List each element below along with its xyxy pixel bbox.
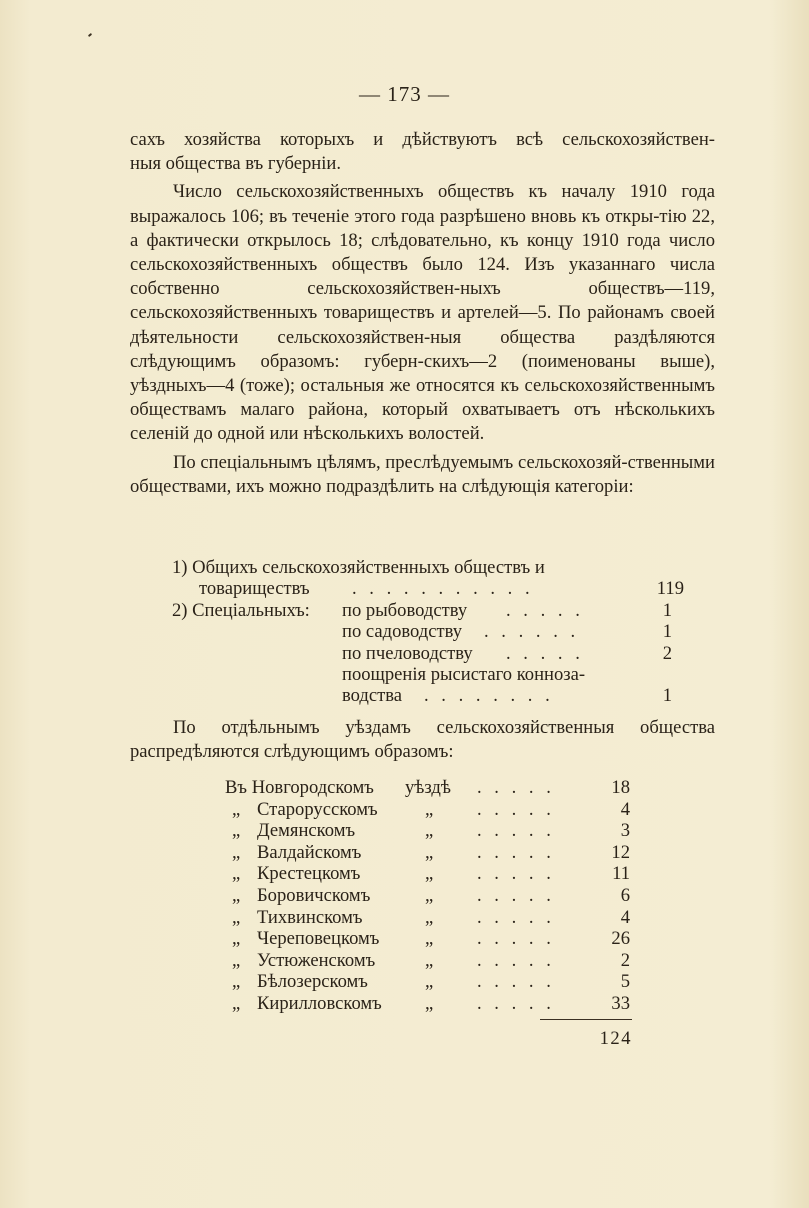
category-row-special bbox=[172, 664, 692, 685]
ditto-mark: „ bbox=[425, 841, 434, 863]
ditto-mark: „ bbox=[425, 906, 434, 928]
leader-dots: . . . . . . . . bbox=[424, 685, 554, 707]
leader-dots: . . . . . bbox=[506, 642, 584, 664]
ditto-mark: „ bbox=[232, 798, 241, 820]
subcategory-label: водства bbox=[342, 685, 403, 707]
district-value: 26 bbox=[611, 928, 630, 950]
ditto-mark: „ bbox=[425, 820, 434, 842]
district-value: 6 bbox=[620, 884, 630, 906]
district-total: 124 bbox=[599, 1028, 632, 1049]
ditto-mark: „ bbox=[232, 971, 241, 993]
district-name: Устюженскомъ bbox=[257, 949, 376, 971]
category-row-general bbox=[172, 557, 692, 578]
district-value: 3 bbox=[620, 820, 630, 842]
leader-dots: . . . . . bbox=[477, 971, 555, 993]
ditto-mark: „ bbox=[425, 798, 434, 820]
ditto-mark: „ bbox=[232, 863, 241, 885]
ditto-mark: „ bbox=[232, 884, 241, 906]
ditto-mark: „ bbox=[425, 863, 434, 885]
ink-speck bbox=[88, 33, 92, 37]
paragraph-categories-intro: По спеціальнымъ цѣлямъ, преслѣдуемымъ сельскохозяй-ственными обществами, ихъ можно подраздѣлить на слѣдующія категоріи: bbox=[130, 451, 715, 497]
district-name: Бѣлозерскомъ bbox=[257, 971, 368, 993]
page-number: — 173 — bbox=[359, 82, 450, 106]
district-value: 12 bbox=[611, 841, 630, 863]
district-value: 33 bbox=[611, 992, 630, 1014]
category-value: 119 bbox=[656, 578, 684, 600]
leader-dots: . . . . . bbox=[477, 863, 555, 885]
district-row bbox=[225, 971, 630, 993]
subcategory-value: 1 bbox=[662, 599, 672, 621]
category-row-special bbox=[172, 621, 692, 642]
subcategory-value: 2 bbox=[662, 642, 672, 664]
district-name: Старорусскомъ bbox=[257, 798, 378, 820]
leader-dots: . . . . . . . . . . . bbox=[352, 578, 534, 600]
leader-dots: . . . . . bbox=[477, 906, 555, 928]
district-value: 4 bbox=[620, 906, 630, 928]
district-row bbox=[225, 928, 630, 950]
leader-dots: . . . . . bbox=[506, 599, 584, 621]
leader-dots: . . . . . . bbox=[484, 621, 580, 643]
body-text bbox=[130, 128, 715, 499]
district-row bbox=[225, 863, 630, 885]
subcategory-value: 1 bbox=[662, 685, 672, 707]
subcategory-label: поощренія рысистаго конноза- bbox=[342, 663, 586, 685]
uezd-word: уѣздѣ bbox=[405, 777, 451, 798]
category-label: 2) Спеціальныхъ: bbox=[172, 599, 310, 621]
ditto-mark: „ bbox=[425, 971, 434, 993]
district-value: 11 bbox=[612, 863, 630, 885]
ditto-mark: „ bbox=[425, 992, 434, 1014]
district-name: Кирилловскомъ bbox=[257, 992, 382, 1014]
total-rule bbox=[540, 1019, 632, 1020]
ditto-mark: „ bbox=[232, 949, 241, 971]
district-row bbox=[225, 820, 630, 842]
ditto-mark: „ bbox=[425, 884, 434, 906]
category-row-special bbox=[172, 685, 692, 706]
district-name: Демянскомъ bbox=[257, 820, 356, 842]
district-value: 2 bbox=[620, 949, 630, 971]
paragraph-continuation-line1: сахъ хозяйства которыхъ и дѣйствуютъ всѣ сельскохозяйствен- bbox=[130, 129, 715, 150]
ditto-mark: „ bbox=[425, 949, 434, 971]
leader-dots: . . . . . bbox=[477, 992, 555, 1014]
district-row bbox=[225, 907, 630, 929]
district-prefix: Въ Новгородскомъ bbox=[225, 777, 374, 798]
category-label: 1) Общихъ сельскохозяйственныхъ обществъ и bbox=[172, 557, 545, 578]
leader-dots: . . . . . bbox=[477, 841, 555, 863]
district-row bbox=[225, 799, 630, 821]
district-value: 5 bbox=[620, 971, 630, 993]
district-name: Валдайскомъ bbox=[257, 841, 362, 863]
leader-dots: . . . . . bbox=[477, 949, 555, 971]
category-row-general-cont bbox=[172, 578, 692, 599]
district-value: 18 bbox=[611, 777, 630, 798]
category-list bbox=[172, 557, 692, 707]
subcategory-label: по садоводству bbox=[342, 621, 463, 643]
paragraph-districts-intro: По отдѣльнымъ уѣздамъ сельскохозяйственныя общества распредѣляются слѣдующимъ образомъ: bbox=[130, 717, 715, 763]
district-value: 4 bbox=[620, 798, 630, 820]
district-row bbox=[225, 993, 630, 1015]
paragraph-continuation-line2: ныя общества въ губерніи. bbox=[130, 153, 341, 175]
leader-dots: . . . . . bbox=[477, 884, 555, 906]
district-list bbox=[225, 777, 630, 1015]
district-row bbox=[225, 950, 630, 972]
subcategory-label: по рыбоводству bbox=[342, 599, 468, 621]
ditto-mark: „ bbox=[232, 906, 241, 928]
district-name: Череповецкомъ bbox=[257, 928, 380, 950]
leader-dots: . . . . . bbox=[477, 777, 555, 798]
subcategory-value: 1 bbox=[662, 621, 672, 643]
category-label: товариществъ bbox=[199, 578, 310, 600]
ditto-mark: „ bbox=[232, 820, 241, 842]
district-row bbox=[225, 777, 630, 799]
district-name: Тихвинскомъ bbox=[257, 906, 363, 928]
district-row bbox=[225, 885, 630, 907]
leader-dots: . . . . . bbox=[477, 820, 555, 842]
ditto-mark: „ bbox=[232, 841, 241, 863]
subcategory-label: по пчеловодству bbox=[342, 642, 473, 664]
category-row-special bbox=[172, 643, 692, 664]
leader-dots: . . . . . bbox=[477, 798, 555, 820]
district-name: Боровичскомъ bbox=[257, 884, 371, 906]
ditto-mark: „ bbox=[232, 992, 241, 1014]
ditto-mark: „ bbox=[232, 928, 241, 950]
body-text-districts bbox=[130, 716, 715, 764]
district-name: Крестецкомъ bbox=[257, 863, 361, 885]
leader-dots: . . . . . bbox=[477, 928, 555, 950]
category-row-special bbox=[172, 600, 692, 621]
district-row bbox=[225, 842, 630, 864]
ditto-mark: „ bbox=[425, 928, 434, 950]
paragraph-society-count: Число сельскохозяйственныхъ обществъ къ началу 1910 года выражалось 106; въ теченіе этого года разрѣшено вновь къ откры-тію 22, а фактически открылось 18; слѣдовательно, къ концу 1910 года число сельскохозяйственныхъ обществъ было 124. Изъ указаннаго числа собственно сельскохозяйствен-ныхъ обществъ—119, сельскохозяйственныхъ товариществъ и артелей—5. По районамъ своей дѣятельности сельскохозяйствен-ныя общества раздѣляются слѣдующимъ образомъ: губерн-скихъ—2 (поименованы выше), уѣздныхъ—4 (тоже); остальныя же относятся къ сельскохозяйственнымъ обществамъ малаго района, который охватываетъ отъ нѣсколькихъ селеній до одной или нѣсколькихъ волостей. bbox=[130, 181, 715, 445]
